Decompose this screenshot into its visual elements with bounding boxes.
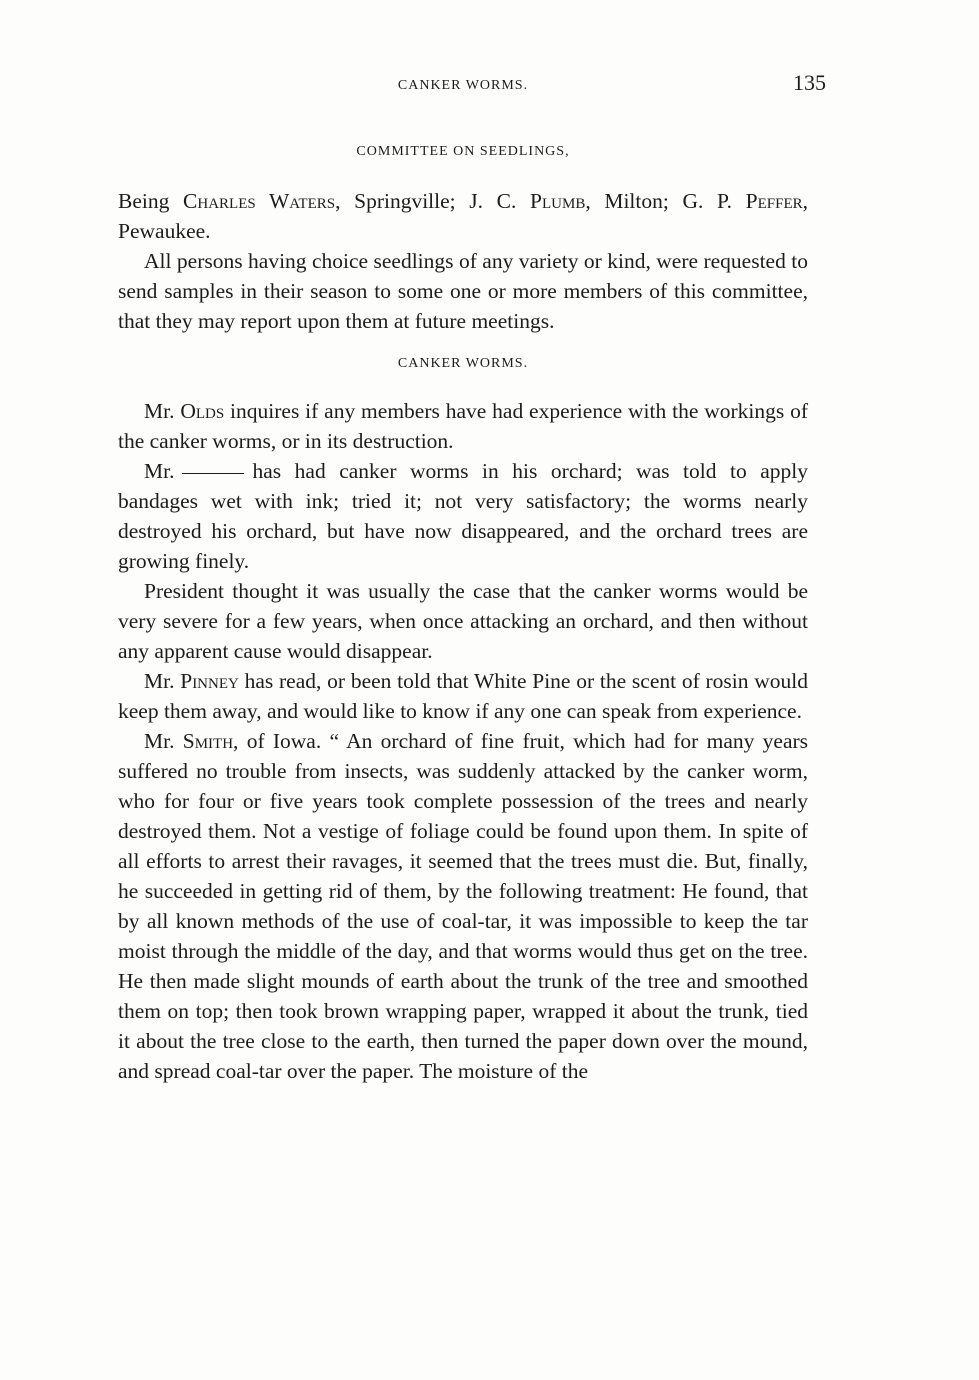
pinney-paragraph [118, 666, 808, 726]
anon-text: has had canker worms in his orchard; was told to apply bandages wet with ink; tried it; not very satisfactory; the worms nearly destroyed his orchard, but have now disappeared, and the orchard trees are growing finely. [118, 459, 808, 573]
name-blank-line [182, 473, 244, 474]
speaker-name-pinney: Pinney [180, 669, 239, 693]
members-text-3: , Pewaukee. [118, 189, 808, 243]
pinney-text: has read, or been told that White Pine or the scent of rosin would keep them away, and would like to know if any one can speak from experience. [118, 669, 809, 723]
anon-prefix: Mr. [144, 459, 175, 483]
anonymous-member-paragraph [118, 456, 808, 576]
olds-text: inquires if any members have had experience with the workings of the canker worms, or in its destruction. [118, 399, 809, 453]
speaker-name-olds: Olds [180, 399, 225, 423]
member-name-waters: Charles Waters [183, 189, 336, 213]
committee-members [118, 186, 808, 246]
committee-request-paragraph: All persons having choice seedlings of any variety or kind, were requested to send samples in their season to some one or more members of this committee, that they may report upon them at future meetings. [118, 249, 808, 333]
olds-prefix: Mr. [144, 399, 181, 423]
running-head [118, 70, 826, 100]
speaker-name-smith: Smith [182, 729, 234, 753]
committee-heading: COMMITTEE ON SEEDLINGS, [356, 144, 570, 159]
smith-text: , of Iowa. “ An orchard of fine fruit, which had for many years suffered no trouble from insects, was suddenly attacked by the canker worm, who for four or five years took complete possession of the trees and nearly destroyed them. Not a vestige of foliage could be found upon them. In spite of all efforts to arrest their ravages, it seemed that the trees must die. But, finally, he succeeded in getting rid of them, by the following treatment: He found, that by all known methods of the use of coal-tar, it was impossible to keep the tar moist through the middle of the day, and that worms would thus get on the tree. He then made slight mounds of earth about the trunk of the tree and smoothed them on top; then took brown wrapping paper, wrapped it about the trunk, tied it about the tree close to the earth, then turned the paper down over the mound, and spread coal-tar over the paper. The moisture of the [118, 729, 809, 1083]
olds-paragraph [118, 396, 808, 456]
member-name-peffer: Peffer [745, 189, 803, 213]
smith-paragraph [118, 726, 808, 1086]
book-page [118, 70, 826, 1086]
members-prefix: Being [118, 189, 184, 213]
smith-prefix: Mr. [144, 729, 183, 753]
members-text-1: , Springville; J. C. [335, 189, 531, 213]
section-heading: CANKER WORMS. [397, 356, 529, 371]
running-title: CANKER WORMS. [397, 78, 529, 93]
member-name-plumb: Plumb [530, 189, 586, 213]
members-text-2: , Milton; G. P. [585, 189, 746, 213]
page-number: 135 [793, 70, 826, 95]
president-paragraph: President thought it was usually the case that the canker worms would be very severe for a few years, when once attacking an orchard, and then without any apparent cause would disappear. [118, 579, 808, 663]
pinney-prefix: Mr. [144, 669, 181, 693]
